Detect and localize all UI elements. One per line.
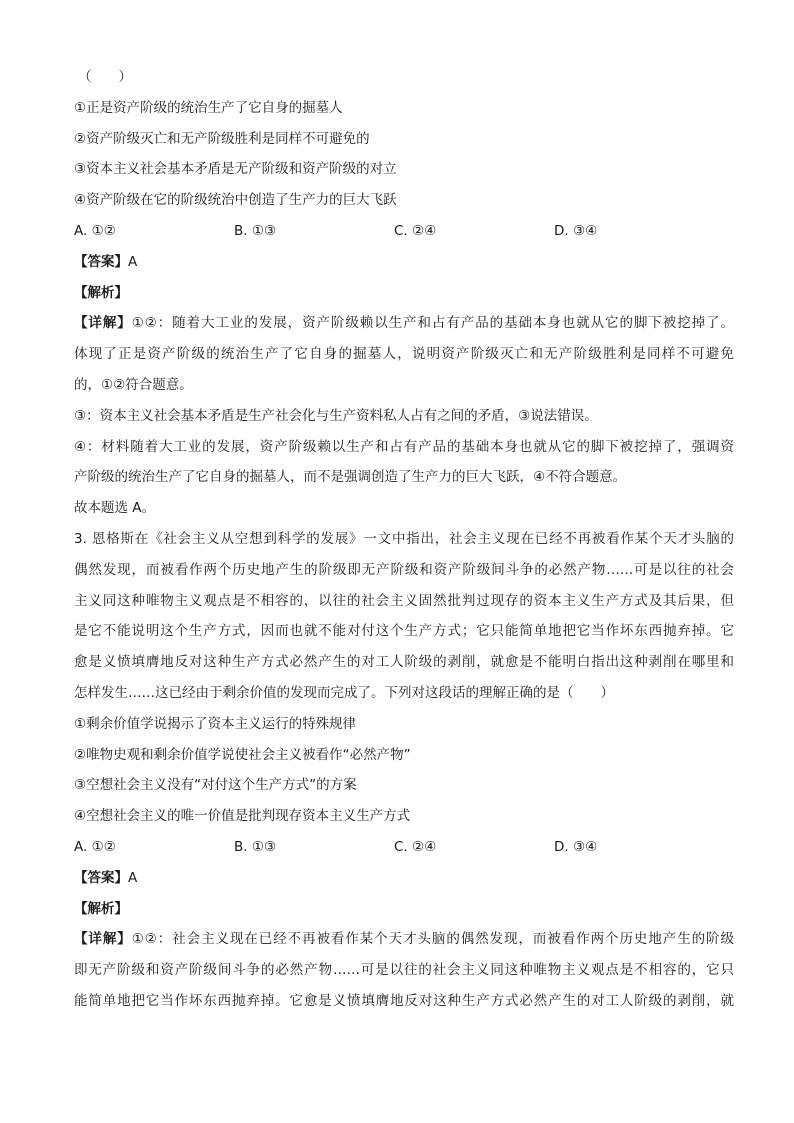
q3-stem-line-5: 愈是义愤填膺地反对这种生产方式必然产生的对工人阶级的剥削，就愈是不能明白指出这种剥削在哪里和 (74, 654, 734, 671)
q3-option-d: D. ③④ (554, 838, 598, 855)
q2-detail-line-2: 体现了正是资产阶级的统治生产了它自身的掘墓人，说明资产阶级灭亡和无产阶级胜利是同样不可避免 (74, 346, 734, 363)
q2-detail-line-5: ④：材料随着大工业的发展，资产阶级赖以生产和占有产品的基础本身也就从它的脚下被挖掉了，强调资 (74, 438, 734, 455)
q2-detail-line-3: 的，①②符合题意。 (74, 376, 193, 393)
q2-detail-text-1: ①②：随着大工业的发展，资产阶级赖以生产和占有产品的基础本身也就从它的脚下被挖掉了。 (131, 315, 734, 332)
q3-detail-line-1 (74, 924, 734, 955)
q2-detail-line-1 (74, 308, 734, 339)
q2-statement-3: ③资本主义社会基本矛盾是无产阶级和资产阶级的对立 (74, 161, 397, 178)
q3-option-a: A. ①② (74, 838, 116, 855)
q3-stem-line-4: 是它不能说明这个生产方式，因而也就不能对付这个生产方式；它只能简单地把它当作坏东西抛弃掉。它 (74, 623, 734, 640)
q3-analysis-tag: 【解析】 (74, 900, 128, 917)
q2-answer (74, 247, 734, 278)
q3-answer-value: A (128, 869, 138, 886)
q3-detail-line-3: 能简单地把它当作坏东西抛弃掉。它愈是义愤填膺地反对这种生产方式必然产生的对工人阶级的剥削，就 (74, 992, 734, 1009)
q2-option-a: A. ①② (74, 222, 116, 239)
q3-detail-text-1: ①②：社会主义现在已经不再被看作某个天才头脑的偶然发现，而被看作两个历史地产生的阶级 (131, 931, 734, 948)
q3-detail-line-2: 即无产阶级和资产阶级间斗争的必然产物……可是以往的社会主义同这种唯物主义观点是不相容的，它只 (74, 962, 734, 979)
q2-answer-tag: 【答案】 (74, 253, 128, 270)
q2-options (74, 216, 734, 247)
q3-option-c: C. ②④ (394, 838, 437, 855)
q3-statement-4: ④空想社会主义的唯一价值是批判现存资本主义生产方式 (74, 808, 411, 825)
q2-option-c: C. ②④ (394, 222, 437, 239)
q2-option-d: D. ③④ (554, 222, 598, 239)
q2-detail-line-6: 产阶级的统治生产了它自身的掘墓人，而不是强调创造了生产力的巨大飞跃，④不符合题意。 (74, 469, 627, 486)
q3-answer (74, 863, 734, 894)
q3-stem-line-2: 偶然发现，而被看作两个历史地产生的阶级即无产阶级和资产阶级间斗争的必然产物……可是以往的社会 (74, 561, 734, 578)
q2-statement-2: ②资产阶级灭亡和无产阶级胜利是同样不可避免的 (74, 130, 370, 147)
q2-statement-4: ④资产阶级在它的阶级统治中创造了生产力的巨大飞跃 (74, 192, 397, 209)
q2-detail-line-4: ③：资本主义社会基本矛盾是生产社会化与生产资料私人占有之间的矛盾，③说法错误。 (74, 407, 598, 424)
q3-options (74, 832, 734, 863)
q3-stem-line-6: 怎样发生……这已经由于剩余价值的发现而完成了。下列对这段话的理解正确的是（ ） (74, 684, 614, 701)
q3-option-b: B. ①③ (234, 838, 277, 855)
q3-statement-1: ①剩余价值学说揭示了资本主义运行的特殊规律 (74, 715, 357, 732)
q3-stem-line-1: 3. 恩格斯在《社会主义从空想到科学的发展》一文中指出，社会主义现在已经不再被看作某个天才头脑的 (74, 530, 734, 547)
q3-detail-tag: 【详解】 (74, 931, 132, 948)
q2-stem-tail: （ ） (78, 69, 132, 85)
q2-analysis-tag: 【解析】 (74, 284, 128, 301)
q2-detail-tag: 【详解】 (74, 315, 132, 332)
q3-statement-3: ③空想社会主义没有“对付这个生产方式”的方案 (74, 777, 357, 794)
q3-statement-2: ②唯物史观和剩余价值学说使社会主义被看作“必然产物” (74, 746, 411, 763)
q2-detail-line-7: 故本题选 A。 (74, 500, 156, 517)
q2-statement-1: ①正是资产阶级的统治生产了它自身的掘墓人 (74, 99, 343, 116)
q2-answer-value: A (128, 253, 138, 270)
q2-option-b: B. ①③ (234, 222, 277, 239)
q3-answer-tag: 【答案】 (74, 869, 128, 886)
q3-stem-line-3: 主义同这种唯物主义观点是不相容的，以往的社会主义固然批判过现存的资本主义生产方式及其后果，但 (74, 592, 734, 609)
